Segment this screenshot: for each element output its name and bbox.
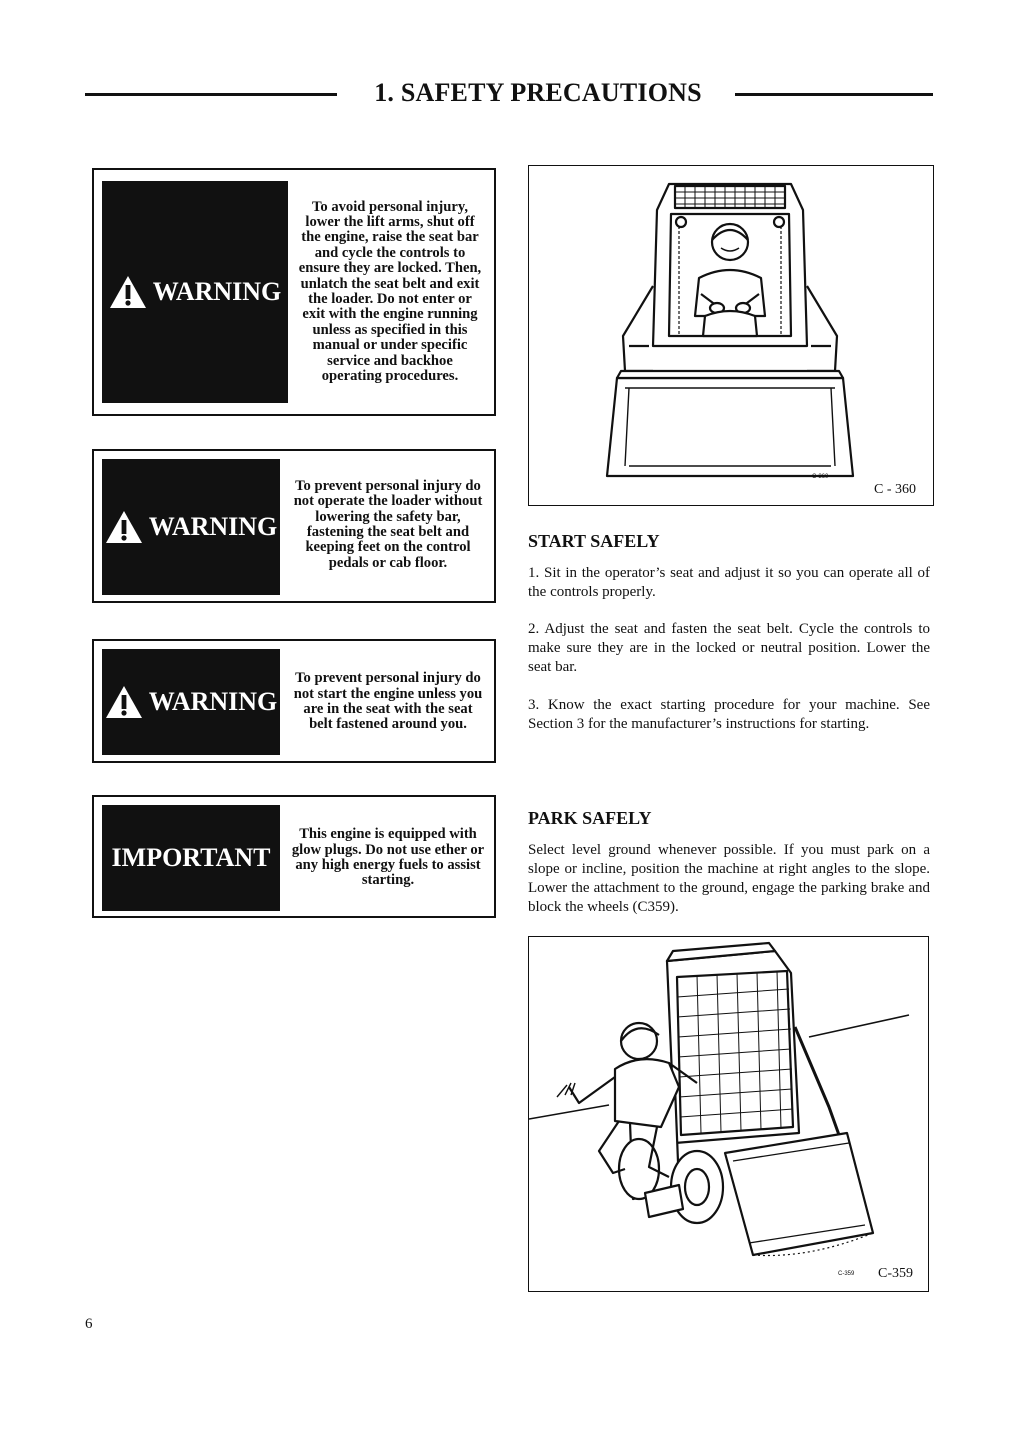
warning-notice-2 bbox=[92, 449, 496, 603]
start-safely-step-3: 3. Know the exact starting procedure for your machine. See Section 3 for the manufacturer’s instructions for starting. bbox=[528, 697, 930, 732]
figure-operator-in-loader bbox=[528, 165, 934, 506]
warning-label-block bbox=[102, 649, 280, 755]
warning-triangle-icon bbox=[109, 275, 147, 309]
header-rule-left bbox=[85, 93, 337, 96]
important-notice bbox=[92, 795, 496, 918]
warning-label-text: WARNING bbox=[148, 687, 278, 716]
section-heading-start-safely: START SAFELY bbox=[528, 531, 660, 551]
important-message: This engine is equipped with glow plugs. Do not use ether or any high energy fuels to assist starting. bbox=[291, 826, 485, 889]
warning-label-block bbox=[102, 459, 280, 595]
figure-small-caption: C-359 bbox=[838, 1271, 855, 1277]
warning-message: To avoid personal injury, lower the lift arms, shut off the engine, raise the seat bar and cycle the controls to ensure they are locked. Then, unlatch the seat belt and exit the loader. Do not enter or exit with the engine running unless as specified in this manual or under specific service and backhoe operating procedures. bbox=[298, 198, 482, 385]
start-safely-step-2: 2. Adjust the seat and fasten the seat belt. Cycle the controls to make sure they are in the locked or neutral position. Lower the seat bar. bbox=[528, 621, 930, 675]
warning-label-text: WARNING bbox=[148, 512, 278, 541]
warning-message: To prevent personal injury do not start the engine unless you are in the seat with the seat belt fastened around you. bbox=[293, 670, 483, 733]
page-title: 1. SAFETY PRECAUTIONS bbox=[374, 78, 702, 107]
warning-notice-3 bbox=[92, 639, 496, 763]
warning-triangle-icon bbox=[105, 685, 143, 719]
figure-small-caption: C-360 bbox=[812, 474, 829, 480]
figure-parked-loader bbox=[528, 936, 929, 1292]
page-number: 6 bbox=[85, 1316, 93, 1332]
important-label-block bbox=[102, 805, 280, 911]
start-safely-step-1: 1. Sit in the operator’s seat and adjust it so you can operate all of the controls properly. bbox=[528, 565, 930, 600]
figure-caption: C-359 bbox=[878, 1266, 913, 1281]
warning-triangle-icon bbox=[105, 510, 143, 544]
warning-label-text: WARNING bbox=[152, 277, 282, 306]
loader-parking-illustration bbox=[529, 937, 927, 1290]
important-label-text: IMPORTANT bbox=[111, 843, 271, 872]
warning-message: To prevent personal injury do not operate the loader without lowering the safety bar, fastening the seat belt and keeping feet on the control pedals or cab floor. bbox=[293, 477, 483, 571]
warning-notice-1 bbox=[92, 168, 496, 416]
warning-label-block bbox=[102, 181, 288, 403]
loader-front-illustration bbox=[529, 166, 932, 504]
header-rule-right bbox=[735, 93, 933, 96]
park-safely-paragraph: Select level ground whenever possible. If you must park on a slope or incline, position the machine at right angles to the slope. Lower the attachment to the ground, engage the parking brake and block the wheels (C359). bbox=[528, 842, 930, 915]
figure-caption: C - 360 bbox=[874, 482, 916, 497]
section-heading-park-safely: PARK SAFELY bbox=[528, 808, 652, 828]
